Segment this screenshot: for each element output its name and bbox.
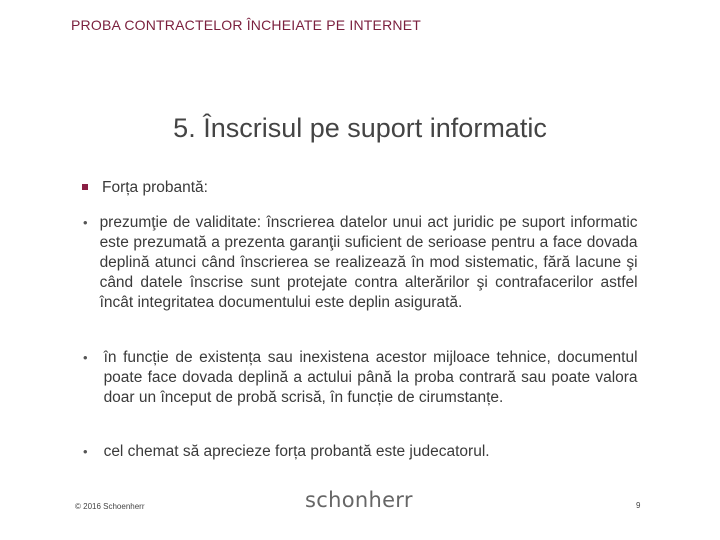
copyright-text: © 2016 Schoenherr <box>75 502 145 511</box>
list-item-text: prezumţie de validitate: înscrierea datelor unui act juridic pe suport informatic este prezumată a prezenta garanţii suficient de serioase pentru a face dovada deplină atunci când înscrierea se realizează în mod sistematic, fără lacune şi când datele înscrise sunt protejate contra alterărilor şi contrafacerilor astfel încât integritatea documentului este deplin asigurată. <box>99 214 638 311</box>
list-item <box>83 213 639 313</box>
list-item <box>82 178 642 198</box>
section-header: PROBA CONTRACTELOR ÎNCHEIATE PE INTERNET <box>71 17 422 33</box>
dot-bullet-icon: • <box>83 215 88 230</box>
square-bullet-icon <box>82 184 88 190</box>
dot-bullet-icon: • <box>83 444 88 459</box>
list-item-text: Forța probantă: <box>102 179 208 196</box>
list-item-text: în funcție de existența sau inexistena acestor mijloace tehnice, documentul poate face dovada deplină a actului până la proba contrară sau poate valora doar un început de probă scrisă, în funcție de cirumstanțe. <box>103 349 638 406</box>
list-item <box>83 348 639 408</box>
list-item <box>83 442 639 462</box>
list-item-text: cel chemat să aprecieze forța probantă este judecatorul. <box>103 443 490 460</box>
dot-bullet-icon: • <box>83 350 88 365</box>
schonherr-logo: schonherr <box>305 488 413 512</box>
slide-title: 5. Înscrisul pe suport informatic <box>173 113 547 143</box>
page-number: 9 <box>636 501 641 510</box>
